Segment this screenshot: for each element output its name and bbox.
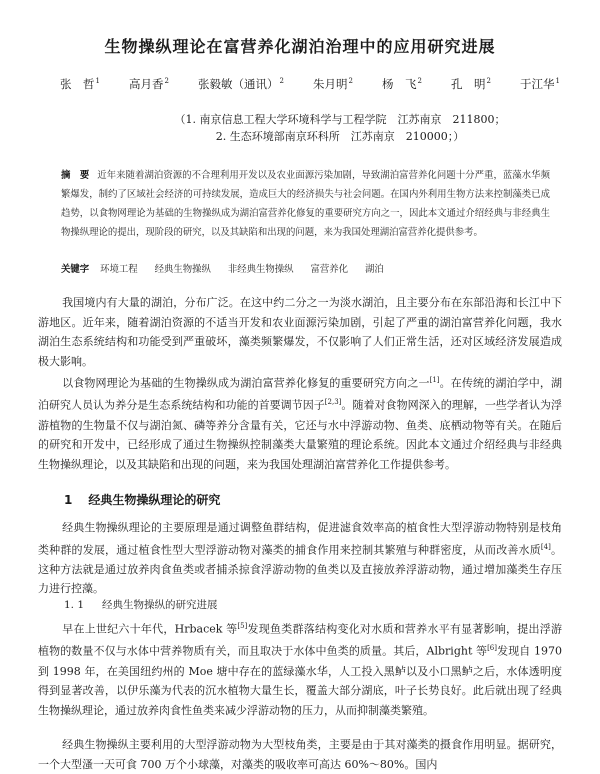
body-paragraph: 早在上世纪六十年代，Hrbacek 等[5]发现鱼类群落结构变化对水质和营养水平有显著影响，提出浮游植物的数量不仅与水体中营养物质有关，而且取决于水体中鱼类的质量。其后，Albright 等[6]发现自 1970 到 1998 年，在美国纽约州的 Moe 塘中存在的蓝绿藻水华，人工投入黑鲈以及小口黑鲈之后，水体透明度得到显著改善，以伊乐藻为代表的沉水植物大量生长，覆盖大部分湖底，叶子长势良好。此后就出现了经典生物操纵理论，通过放养肉食性鱼类来减少浮游动物的压力，从而抑制藻类繁殖。 (38, 622, 562, 717)
keyword: 环境工程 (100, 264, 138, 275)
author: 朱月明$^2$ (313, 77, 353, 91)
abstract (61, 166, 550, 242)
citation: [6] (487, 644, 497, 653)
abstract-text: 近年来随着湖泊资源的不合理利用开发以及农业面源污染加剧，导致湖泊富营养化问题十分严重，蓝藻水华频繁爆发，制约了区域社会经济的可持续发展，造成巨大的经济损失与社会问题。在国内外利用生物方法来控制藻类已成趋势，以食物网理论为基础的生物操纵成为湖泊富营养化修复的重要研究方向之一，因此本文通过介绍经典与非经典生物操纵理论的提出，现阶段的研究，以及其缺陷和出现的问题，来为我国处理湖泊富营养化提供参考。 (61, 170, 550, 238)
body-paragraph: 我国境内有大量的湖泊，分布广泛。在这中约二分之一为淡水湖泊，且主要分布在东部沿海和长江中下游地区。近年来，随着湖泊资源的不适当开发和农业面源污染加剧，引起了严重的湖泊富营养化问题，我水湖泊生态系统结构和功能受到严重破坏，藻类频繁爆发，不仅影响了人们正常生活，还对区域经济发展造成极大影响。 (38, 296, 562, 368)
keyword: 富营养化 (310, 264, 349, 275)
citation: [5] (237, 622, 248, 630)
section-heading: 1 经典生物操纵理论的研究 (64, 493, 221, 507)
keywords-label: 关键字 (61, 264, 90, 275)
body-paragraph: 经典生物操纵理论的主要原理是通过调整鱼群结构，促进滤食效率高的植食性大型浮游动物特别是枝角类种群的发展，通过植食性型大型浮游动物对藻类的捕食作用来控制其繁殖与种群密度，从而改善水质[4]。这种方法就是通过放养肉食鱼类或者捕杀掠食浮游动物的鱼类以及直接放养浮游动物，通过增加藻类生存压力进行控藻。 (38, 521, 563, 596)
subsection-heading: 1. 1 经典生物操纵的研究进展 (64, 599, 218, 611)
author: 张毅敏（通讯）$^2$ (198, 77, 284, 91)
abstract-label: 摘 要 (61, 170, 90, 181)
body-paragraph: 以食物网理论为基础的生物操纵成为湖泊富营养化修复的重要研究方向之一[1]。在传统的湖泊学中，湖泊研究人员认为养分是生态系统结构和功能的首要调节因子[2,3]。随着对食物网深入的理解，一些学者认为浮游植物的生物量不仅与湖泊氮、磷等养分含量有关，它还与水中浮游动物、鱼类、底栖动物等有关。在随后的研究和开发中，已经形成了通过生物操纵控制藻类大量繁殖的理论系统。因此本文通过介绍经典与非经典生物操纵理论，以及其缺陷和出现的问题，来为我国处理湖泊富营养化工作提供参考。 (38, 376, 563, 471)
author-list (60, 76, 560, 92)
keyword: 经典生物操纵 (154, 264, 211, 275)
author: 于江华$^1$ (520, 77, 560, 91)
citation: [4] (540, 542, 551, 551)
keyword: 湖泊 (365, 264, 384, 275)
paper-title: 生物操纵理论在富营养化湖泊治理中的应用研究进展 (104, 37, 496, 56)
affiliation-2: 2. 生态环境部南京环科所 江苏南京 210000；） (215, 130, 465, 143)
body-paragraph: 经典生物操纵主要利用的大型浮游动物为大型枝角类，主要是由于其对藻类的摄食作用明显。据研究，一个大型溞一天可食 700 万个小球藻，对藻类的吸收率可高达 60%～80%。国内 (38, 738, 562, 771)
citation: [1] (429, 376, 440, 384)
author: 张 哲$^1$ (60, 77, 100, 91)
keyword: 非经典生物操纵 (227, 264, 294, 275)
author: 高月香$^2$ (129, 77, 169, 91)
keywords (61, 261, 550, 275)
citation: [2,3] (324, 398, 342, 407)
author: 杨 飞$^2$ (382, 77, 422, 91)
affiliation-1: （1. 南京信息工程大学环境科学与工程学院 江苏南京 211800； (174, 113, 506, 126)
author: 孔 明$^2$ (451, 77, 491, 91)
